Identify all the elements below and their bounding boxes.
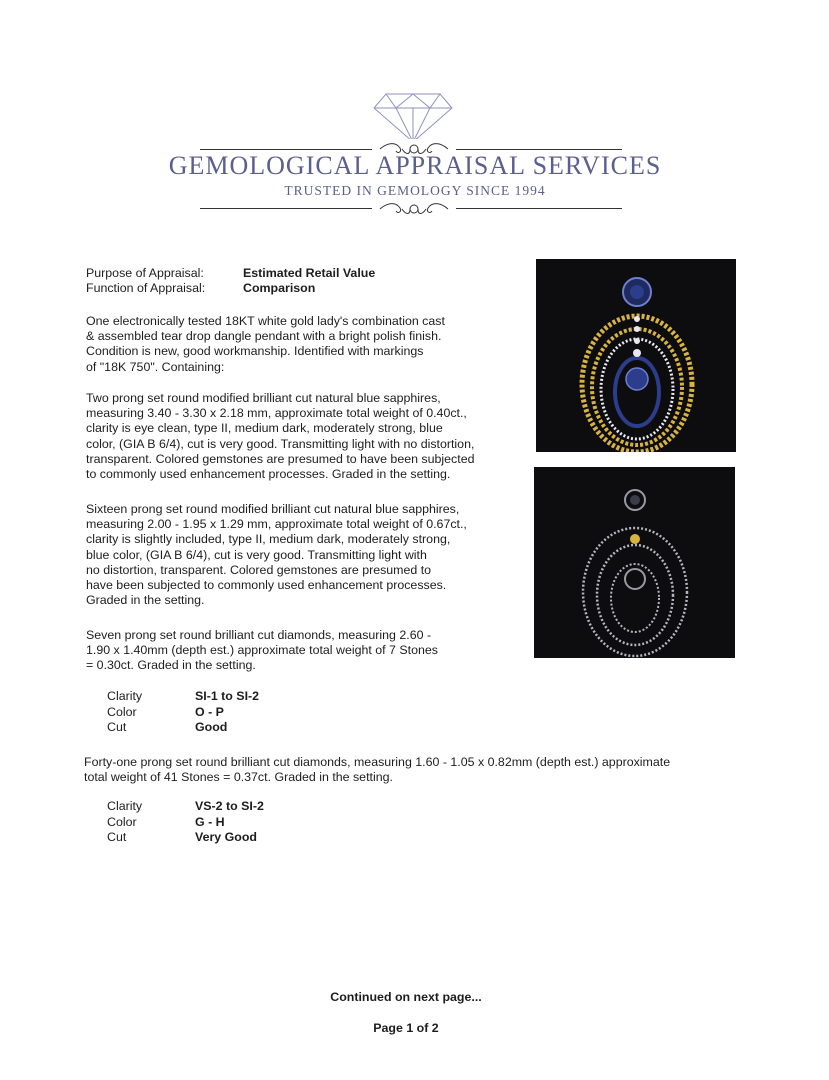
- text-line: Two prong set round modified brilliant cut natural blue sapphires,: [86, 391, 441, 405]
- text-line: = 0.30ct. Graded in the setting.: [86, 658, 256, 673]
- grading-label: Clarity: [107, 799, 143, 813]
- text-line: clarity is slightly included, type II, medium dark, moderately strong,: [86, 532, 451, 547]
- page-number: Page 1 of 2: [373, 1021, 439, 1035]
- grading-label: Cut: [107, 720, 127, 734]
- text-line: of "18K 750". Containing:: [86, 359, 225, 374]
- purpose-label: Purpose of Appraisal:: [86, 266, 204, 280]
- diamond-logo-icon: [372, 88, 454, 144]
- text-line: measuring 2.00 - 1.95 x 1.29 mm, approximate total weight of 0.67ct.,: [86, 517, 467, 532]
- text-line: Forty-one prong set round brilliant cut diamonds, measuring 1.60 - 1.05 x 0.82mm (depth est.) approximate: [84, 755, 671, 769]
- grading-row-clarity: [107, 799, 264, 815]
- grading-table-1: [107, 689, 259, 736]
- text-line: to commonly used enhancement processes. Graded in the setting.: [86, 467, 451, 482]
- purpose-value: Estimated Retail Value: [243, 266, 376, 280]
- grading-row-color: [107, 705, 259, 721]
- grading-value: Very Good: [195, 830, 257, 844]
- sapphire-description-2: [86, 502, 526, 608]
- grading-value: VS-2 to SI-2: [195, 799, 264, 813]
- grading-label: Color: [107, 704, 137, 719]
- diamond-description-2: [84, 755, 744, 785]
- function-value: Comparison: [243, 281, 316, 296]
- pendant-front-photo: [536, 259, 736, 452]
- text-line: blue color, (GIA B 6/4), cut is very good. Transmitting light with: [86, 547, 427, 562]
- grading-value: G - H: [195, 814, 225, 829]
- text-line: transparent. Colored gemstones are presumed to have been subjected: [86, 451, 475, 466]
- grading-row-cut: [107, 720, 259, 736]
- text-line: Graded in the setting.: [86, 593, 205, 608]
- text-line: no distortion, transparent. Colored gemstones are presumed to: [86, 562, 432, 577]
- text-line: 1.90 x 1.40mm (depth est.) approximate total weight of 7 Stones: [86, 643, 438, 658]
- text-line: color, (GIA B 6/4), cut is very good. Transmitting light with no distortion,: [86, 436, 475, 451]
- sapphire-description-1: [86, 391, 526, 482]
- continued-note: Continued on next page...: [330, 990, 482, 1004]
- flourish-ornament-icon: [372, 199, 456, 219]
- text-line: Seven prong set round brilliant cut diamonds, measuring 2.60 -: [86, 628, 432, 642]
- grading-value: SI-1 to SI-2: [195, 689, 260, 703]
- text-line: & assembled tear drop dangle pendant with a bright polish finish.: [86, 329, 442, 344]
- purpose-block: [86, 266, 375, 296]
- diamond-description-1: [86, 628, 526, 674]
- grading-label: Color: [107, 814, 137, 829]
- text-line: Condition is new, good workmanship. Identified with markings: [86, 344, 424, 359]
- pendant-back-photo: [534, 467, 735, 658]
- grading-value: Good: [195, 720, 228, 734]
- text-line: measuring 3.40 - 3.30 x 2.18 mm, approximate total weight of 0.40ct.,: [86, 406, 467, 421]
- item-description: [86, 314, 526, 375]
- grading-row-clarity: [107, 689, 259, 705]
- grading-label: Clarity: [107, 689, 143, 703]
- function-label: Function of Appraisal:: [86, 281, 206, 296]
- company-tagline: TRUSTED IN GEMOLOGY SINCE 1994: [284, 183, 546, 198]
- grading-row-color: [107, 815, 264, 831]
- text-line: Sixteen prong set round modified brilliant cut natural blue sapphires,: [86, 502, 460, 516]
- text-line: have been subjected to commonly used enhancement processes.: [86, 578, 447, 593]
- grading-value: O - P: [195, 704, 224, 719]
- grading-label: Cut: [107, 830, 127, 844]
- text-line: One electronically tested 18KT white gold lady's combination cast: [86, 314, 445, 328]
- grading-table-2: [107, 799, 264, 846]
- grading-row-cut: [107, 830, 264, 846]
- text-line: clarity is eye clean, type II, medium dark, moderately strong, blue: [86, 421, 443, 436]
- company-name: GEMOLOGICAL APPRAISAL SERVICES: [168, 151, 662, 180]
- text-line: total weight of 41 Stones = 0.37ct. Graded in the setting.: [84, 770, 393, 785]
